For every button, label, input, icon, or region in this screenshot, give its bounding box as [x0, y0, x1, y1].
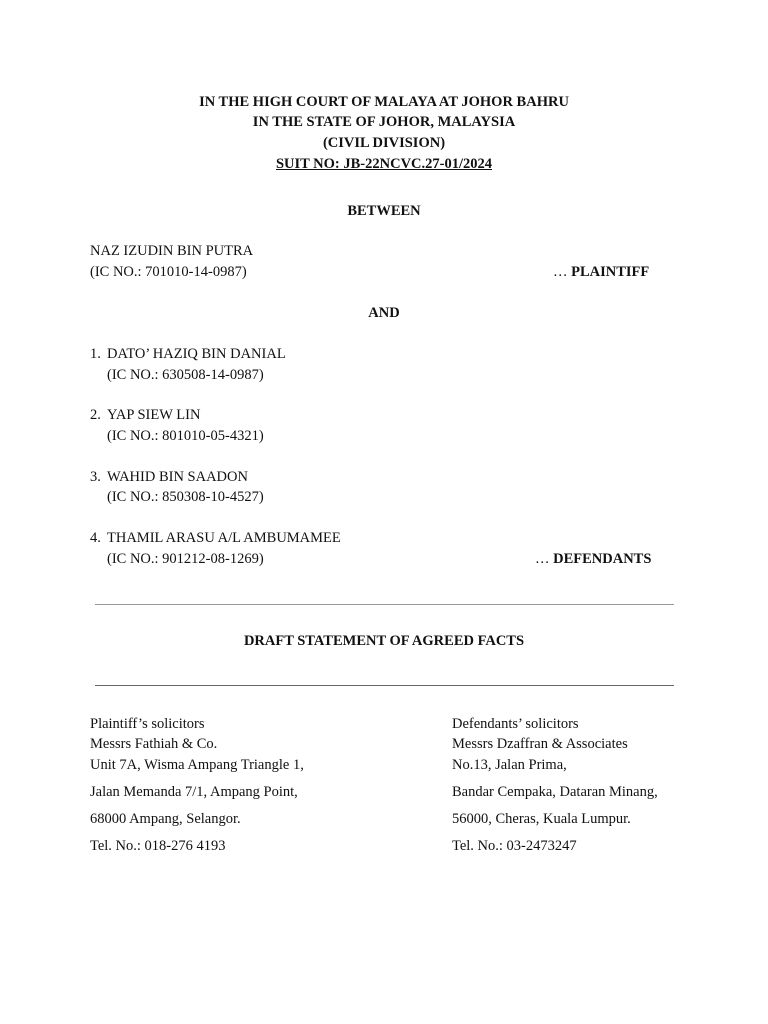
plaintiff-role-prefix: …: [553, 264, 568, 280]
plaintiff-solicitors-heading: Plaintiff’s solicitors: [90, 716, 205, 732]
court-line-2: IN THE STATE OF JOHOR, MALAYSIA: [252, 114, 516, 130]
defendants-role: [535, 549, 651, 569]
court-line-1: IN THE HIGH COURT OF MALAYA AT JOHOR BAHRU: [199, 94, 569, 110]
court-line-3: (CIVIL DIVISION): [322, 135, 446, 151]
defendant-solicitors-address-1: No.13, Jalan Prima,: [452, 757, 567, 773]
defendant-1-ic: (IC NO.: 630508-14-0987): [107, 367, 264, 383]
between-label: BETWEEN: [347, 203, 421, 219]
plaintiff-solicitors-address-1: Unit 7A, Wisma Ampang Triangle 1,: [90, 757, 304, 773]
plaintiff-role: [553, 262, 649, 282]
plaintiff-role-label: PLAINTIFF: [571, 264, 650, 280]
defendants-role-prefix: …: [535, 551, 550, 567]
defendant-solicitors-firm: Messrs Dzaffran & Associates: [452, 736, 628, 752]
defendant-solicitors-address-3: 56000, Cheras, Kuala Lumpur.: [452, 811, 631, 827]
defendant-4-ic: (IC NO.: 901212-08-1269): [107, 551, 264, 567]
plaintiff-solicitors-address-2: Jalan Memanda 7/1, Ampang Point,: [90, 784, 298, 800]
defendant-2-ic: (IC NO.: 801010-05-4321): [107, 428, 264, 444]
divider-bottom: [95, 685, 674, 686]
plaintiff-solicitors-tel: Tel. No.: 018-276 4193: [90, 838, 226, 854]
plaintiff-solicitors-firm: Messrs Fathiah & Co.: [90, 736, 218, 752]
defendant-3-name: WAHID BIN SAADON: [107, 469, 248, 485]
document-title: DRAFT STATEMENT OF AGREED FACTS: [243, 633, 525, 649]
suit-number-text: SUIT NO: JB-22NCVC.27-01/2024: [275, 156, 493, 172]
suit-number: [0, 154, 768, 174]
plaintiff-solicitors-address-3: 68000 Ampang, Selangor.: [90, 811, 241, 827]
plaintiff-ic: (IC NO.: 701010-14-0987): [90, 264, 247, 280]
defendant-solicitors-address-2: Bandar Cempaka, Dataran Minang,: [452, 784, 658, 800]
defendant-4-name: THAMIL ARASU A/L AMBUMAMEE: [107, 530, 341, 546]
defendant-solicitors-heading: Defendants’ solicitors: [452, 716, 579, 732]
defendant-3-ic: (IC NO.: 850308-10-4527): [107, 489, 264, 505]
defendant-2-name: YAP SIEW LIN: [107, 407, 201, 423]
defendant-3-number: 3.: [90, 469, 101, 485]
defendant-1-number: 1.: [90, 346, 101, 362]
plaintiff-name: NAZ IZUDIN BIN PUTRA: [90, 243, 254, 259]
defendant-4-number: 4.: [90, 530, 101, 546]
and-label: AND: [368, 305, 400, 321]
defendant-1-name: DATO’ HAZIQ BIN DANIAL: [107, 346, 286, 362]
defendants-role-label: DEFENDANTS: [553, 551, 652, 567]
defendant-2-number: 2.: [90, 407, 101, 423]
divider-top: [95, 604, 674, 605]
defendant-solicitors-tel: Tel. No.: 03-2473247: [452, 838, 577, 854]
